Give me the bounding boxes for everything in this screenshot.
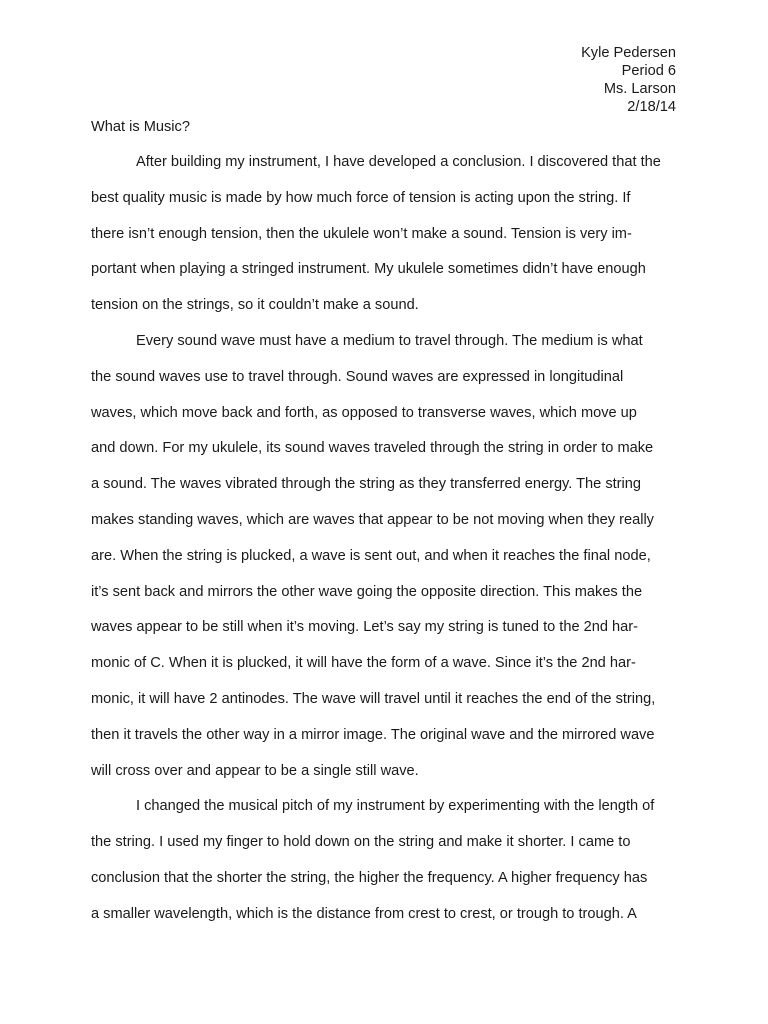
paragraph-1-line-3: there isn’t enough tension, then the ukulele won’t make a sound. Tension is very im-	[91, 225, 632, 242]
essay-body	[91, 150, 681, 938]
paragraph-2-line-9: waves appear to be still when it’s moving. Let’s say my string is tuned to the 2nd har-	[91, 619, 639, 636]
paragraph-2-line-3: waves, which move back and forth, as opposed to transverse waves, which move up	[91, 404, 637, 421]
paragraph-3-line-4: a smaller wavelength, which is the distance from crest to crest, or trough to trough. A	[91, 905, 637, 922]
paragraph-2-line-13: will cross over and appear to be a single still wave.	[91, 762, 419, 779]
class-period: Period 6	[621, 63, 676, 79]
paragraph-1-line-1: After building my instrument, I have developed a conclusion. I discovered that the	[136, 154, 661, 170]
author-name: Kyle Pedersen	[581, 45, 676, 61]
paragraph-2-line-6: makes standing waves, which are waves that appear to be not moving when they really	[91, 511, 654, 528]
document-title: What is Music?	[91, 119, 190, 135]
paragraph-2-line-7: are. When the string is plucked, a wave is sent out, and when it reaches the final node,	[91, 547, 651, 564]
paragraph-2-line-4: and down. For my ukulele, its sound waves traveled through the string in order to make	[91, 440, 654, 457]
paragraph-2-line-2: the sound waves use to travel through. Sound waves are expressed in longitudinal	[91, 368, 624, 385]
paragraph-2-line-12: then it travels the other way in a mirror image. The original wave and the mirrored wave	[91, 726, 655, 743]
paragraph-2-line-10: monic of C. When it is plucked, it will have the form of a wave. Since it’s the 2nd har-	[91, 655, 636, 672]
paragraph-2-line-11: monic, it will have 2 antinodes. The wave will travel until it reaches the end of the string,	[91, 690, 656, 707]
paragraph-1-line-5: tension on the strings, so it couldn’t make a sound.	[91, 297, 419, 314]
paragraph-3-line-1: I changed the musical pitch of my instrument by experimenting with the length of	[136, 798, 655, 815]
paragraph-2-line-8: it’s sent back and mirrors the other wave going the opposite direction. This makes the	[91, 583, 643, 600]
paragraph-2-line-5: a sound. The waves vibrated through the string as they transferred energy. The string	[91, 476, 642, 493]
paragraph-3-line-2: the string. I used my finger to hold down on the string and make it shorter. I came to	[91, 834, 631, 851]
paragraph-3-line-3: conclusion that the shorter the string, the higher the frequency. A higher frequency has	[91, 869, 648, 886]
teacher-name: Ms. Larson	[603, 81, 676, 97]
paragraph-2-line-1: Every sound wave must have a medium to travel through. The medium is what	[136, 332, 643, 349]
document-date: 2/18/14	[627, 99, 676, 115]
paragraph-1-line-2: best quality music is made by how much force of tension is acting upon the string. If	[91, 189, 631, 206]
paragraph-1-line-4: portant when playing a stringed instrument. My ukulele sometimes didn’t have enough	[91, 261, 646, 278]
header-block	[581, 44, 676, 116]
